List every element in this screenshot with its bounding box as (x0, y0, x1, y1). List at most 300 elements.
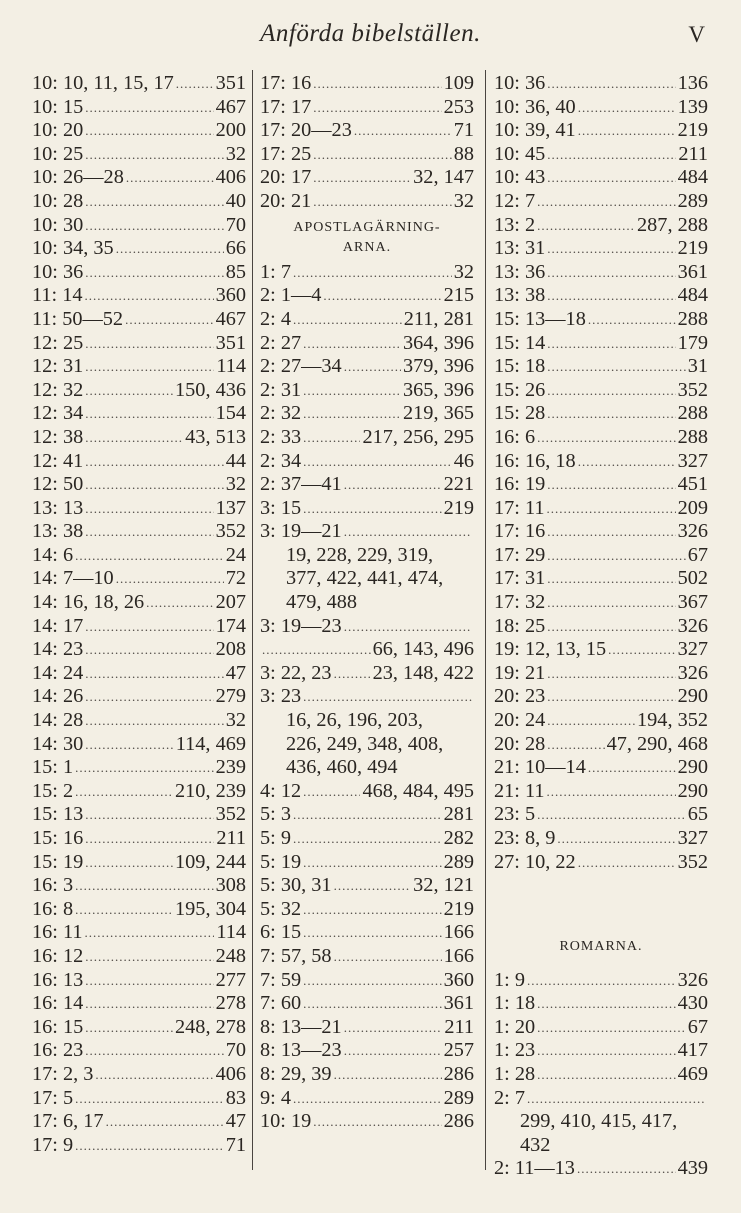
entry-pages: 211 (216, 827, 246, 849)
index-entry (32, 615, 246, 639)
index-entry (494, 1063, 708, 1087)
entry-pages: 361 (443, 992, 474, 1015)
entry-pages: 282 (443, 827, 474, 849)
entry-reference: 12: 32 (32, 378, 84, 401)
dot-leader (547, 402, 675, 426)
entry-pages: 32, 121 (413, 874, 474, 897)
entry-pages: 71 (225, 1133, 246, 1156)
entry-reference: 12: 25 (32, 331, 84, 354)
index-entry (494, 119, 708, 143)
entry-reference: 1: 18 (494, 992, 536, 1015)
index-entry (494, 284, 708, 308)
index-entry (494, 638, 708, 662)
index-entry (494, 1087, 708, 1111)
dot-leader (85, 1039, 223, 1063)
entry-reference: 2: 1—4 (260, 284, 322, 307)
entry-reference: 17: 20—23 (260, 119, 352, 142)
index-entry (32, 237, 246, 261)
dot-leader (85, 615, 213, 639)
dot-leader (578, 119, 676, 143)
entry-reference: 2: 27 (260, 331, 302, 354)
index-entry (260, 332, 474, 356)
index-entry (32, 567, 246, 591)
entry-pages: 166 (443, 921, 474, 944)
dot-leader (95, 1063, 213, 1087)
entry-pages: 406 (215, 166, 246, 189)
entry-reference: 12: 7 (494, 189, 536, 212)
entry-reference: 2: 31 (260, 378, 302, 401)
index-entry (32, 426, 246, 450)
entry-pages: 40 (225, 189, 246, 212)
dot-leader (547, 497, 676, 521)
index-entry (494, 190, 708, 214)
entry-reference: 20: 17 (260, 166, 312, 189)
index-entry (260, 119, 474, 143)
dot-leader (313, 96, 441, 120)
dot-leader (85, 402, 213, 426)
entry-pages: 352 (215, 803, 246, 826)
index-entry (32, 1039, 246, 1063)
entry-pages: 360 (443, 968, 474, 991)
index-entry (494, 1016, 708, 1040)
index-entry (494, 567, 708, 591)
entry-pages: 200 (215, 119, 246, 142)
dot-leader (334, 874, 412, 898)
dot-leader (85, 969, 213, 993)
entry-reference: 13: 38 (494, 284, 546, 307)
entry-reference: 12: 50 (32, 473, 84, 496)
entry-reference: 15: 2 (32, 779, 74, 802)
section-heading-line: ARNA. (342, 239, 392, 255)
dot-leader (293, 1087, 442, 1111)
entry-reference: 19: 12, 13, 15 (494, 638, 607, 661)
entry-pages: 209 (677, 496, 708, 519)
index-entry (260, 851, 474, 875)
page-number: V (688, 22, 705, 47)
entry-reference: 15: 1 (32, 756, 74, 779)
entry-reference: 10: 28 (32, 189, 84, 212)
dot-leader (303, 969, 441, 993)
entry-continuation: 436, 460, 494 (286, 756, 398, 779)
entry-reference: 14: 17 (32, 614, 84, 637)
dot-leader (547, 284, 675, 308)
dot-leader (334, 945, 442, 969)
entry-pages: 286 (443, 1062, 474, 1085)
index-entry (260, 426, 474, 450)
dot-leader (334, 662, 371, 686)
index-entry (494, 450, 708, 474)
entry-pages: 361 (677, 260, 708, 283)
dot-leader (537, 992, 675, 1016)
index-entry (494, 544, 708, 568)
entry-reference: 17: 29 (494, 543, 546, 566)
dot-leader (262, 638, 371, 662)
entry-pages: 24 (225, 543, 246, 566)
entry-reference: 2: 34 (260, 449, 302, 472)
entry-reference: 3: 23 (260, 685, 302, 708)
entry-pages: 253 (443, 95, 474, 118)
dot-leader (313, 190, 451, 214)
entry-reference: 1: 28 (494, 1062, 536, 1085)
index-entry (494, 1157, 708, 1181)
entry-pages: 290 (677, 756, 708, 779)
entry-reference: 2: 27—34 (260, 355, 342, 378)
dot-leader (527, 1087, 706, 1111)
dot-leader (85, 332, 213, 356)
dot-leader (75, 874, 213, 898)
entry-pages: 208 (215, 638, 246, 661)
index-entry (32, 827, 246, 851)
entry-reference: 13: 2 (494, 213, 536, 236)
entry-reference: 20: 28 (494, 732, 546, 755)
entry-reference: 5: 19 (260, 850, 302, 873)
entry-pages: 44 (225, 449, 246, 472)
index-entry (32, 1110, 246, 1134)
dot-leader (293, 261, 452, 285)
index-entry (260, 945, 474, 969)
entry-reference: 3: 15 (260, 496, 302, 519)
dot-leader (75, 544, 224, 568)
index-entry (260, 450, 474, 474)
index-entry (32, 709, 246, 733)
dot-leader (344, 1016, 443, 1040)
dot-leader (537, 803, 686, 827)
entry-reference: 10: 20 (32, 119, 84, 142)
entry-reference: 17: 9 (32, 1133, 74, 1156)
entry-reference: 9: 4 (260, 1086, 291, 1109)
entry-pages: 379, 396 (403, 355, 474, 378)
entry-pages: 70 (225, 213, 246, 236)
dot-leader (334, 1063, 442, 1087)
dot-leader (303, 921, 441, 945)
dot-leader (85, 96, 213, 120)
entry-reference: 16: 12 (32, 944, 84, 967)
index-entry (494, 827, 708, 851)
index-entry (494, 1039, 708, 1063)
entry-pages: 43, 513 (185, 425, 246, 448)
entry-pages: 281 (443, 803, 474, 826)
entry-pages: 278 (215, 992, 246, 1015)
entry-reference: 14: 28 (32, 709, 84, 732)
entry-reference: 12: 31 (32, 355, 84, 378)
section-heading-apostlagarningarna (260, 214, 474, 261)
entry-pages: 71 (453, 119, 474, 142)
entry-reference: 10: 36 (32, 260, 84, 283)
entry-pages: 219 (443, 496, 474, 519)
entry-reference: 2: 33 (260, 425, 302, 448)
dot-leader (547, 591, 675, 615)
index-entry (494, 685, 708, 709)
entry-reference: 15: 16 (32, 827, 84, 849)
dot-leader (85, 851, 173, 875)
entry-pages: 364, 396 (403, 331, 474, 354)
index-entry (32, 166, 246, 190)
entry-pages: 32 (225, 142, 246, 165)
dot-leader (537, 426, 675, 450)
dot-leader (313, 166, 411, 190)
entry-reference: 2: 32 (260, 402, 302, 425)
dot-leader (344, 473, 442, 497)
dot-leader (547, 237, 675, 261)
entry-reference: 10: 19 (260, 1110, 312, 1133)
entry-pages: 406 (215, 1062, 246, 1085)
entry-pages: 150, 436 (175, 378, 246, 401)
index-entry (494, 497, 708, 521)
index-entry (32, 72, 246, 96)
entry-pages: 221 (443, 473, 474, 496)
entry-pages: 174 (215, 614, 246, 637)
entry-reference: 1: 9 (494, 968, 525, 991)
entry-reference: 15: 14 (494, 331, 546, 354)
dot-leader (354, 119, 452, 143)
entry-reference: 2: 11—13 (494, 1157, 575, 1180)
entry-reference: 10: 43 (494, 166, 546, 189)
entry-pages: 290 (677, 685, 708, 708)
entry-pages: 72 (225, 567, 246, 590)
dot-leader (303, 426, 360, 450)
index-entry (32, 874, 246, 898)
index-entry (260, 1110, 474, 1134)
entry-pages: 219 (443, 897, 474, 920)
dot-leader (85, 921, 215, 945)
index-entry (260, 638, 474, 662)
dot-leader (85, 119, 213, 143)
entry-reference: 15: 26 (494, 378, 546, 401)
index-entry (260, 166, 474, 190)
entry-pages: 326 (677, 661, 708, 684)
entry-pages: 326 (677, 614, 708, 637)
entry-reference: 20: 23 (494, 685, 546, 708)
index-entry (494, 402, 708, 426)
index-entry (260, 969, 474, 993)
entry-pages: 326 (677, 968, 708, 991)
entry-reference: 17: 11 (494, 496, 545, 519)
entry-reference: 5: 32 (260, 897, 302, 920)
dot-leader (293, 803, 442, 827)
index-entry (494, 308, 708, 332)
entry-reference: 7: 57, 58 (260, 944, 332, 967)
entry-pages: 211 (444, 1015, 474, 1038)
dot-leader (75, 1134, 224, 1158)
entry-reference: 17: 16 (494, 520, 546, 543)
dot-leader (547, 473, 675, 497)
entry-pages: 257 (443, 1039, 474, 1062)
index-entry (32, 214, 246, 238)
dot-leader (547, 662, 675, 686)
entry-pages: 47, 290, 468 (606, 732, 708, 755)
dot-leader (293, 827, 442, 851)
entry-pages: 468, 484, 495 (362, 779, 474, 802)
entry-reference: 14: 7—10 (32, 567, 114, 590)
dot-leader (116, 567, 224, 591)
index-entry (32, 591, 246, 615)
dot-leader (547, 520, 675, 544)
entry-pages: 248 (215, 944, 246, 967)
entry-pages: 288 (677, 307, 708, 330)
entry-pages: 219 (677, 237, 708, 260)
index-entry (260, 1063, 474, 1087)
dot-leader (303, 898, 441, 922)
entry-pages: 85 (225, 260, 246, 283)
entry-pages: 32, 147 (413, 166, 474, 189)
entry-reference: 16: 14 (32, 992, 84, 1015)
index-entry (32, 1087, 246, 1111)
dot-leader (547, 72, 675, 96)
entry-reference: 16: 19 (494, 473, 546, 496)
index-entry (32, 756, 246, 780)
dot-leader (608, 638, 675, 662)
entry-pages: 31 (687, 355, 708, 378)
entry-reference: 5: 3 (260, 803, 291, 826)
entry-pages: 467 (215, 307, 246, 330)
dot-leader (588, 756, 676, 780)
index-entry (260, 520, 474, 544)
dot-leader (75, 1087, 224, 1111)
entry-reference: 10: 39, 41 (494, 119, 576, 142)
index-entry (494, 426, 708, 450)
index-entry (260, 898, 474, 922)
entry-pages: 289 (443, 1086, 474, 1109)
entry-reference: 16: 8 (32, 897, 74, 920)
entry-pages: 210, 239 (175, 779, 246, 802)
index-entry (260, 355, 474, 379)
index-entry (260, 1087, 474, 1111)
index-entry (32, 851, 246, 875)
entry-continuation: 479, 488 (286, 591, 357, 614)
entry-reference: 11: 50—52 (32, 307, 124, 330)
dot-leader (125, 308, 214, 332)
index-entry (494, 851, 708, 875)
index-entry (32, 308, 246, 332)
entry-reference: 5: 9 (260, 827, 291, 849)
index-entry (494, 261, 708, 285)
entry-pages: 248, 278 (175, 1015, 246, 1038)
section-heading-romarna: ROMARNA. (559, 939, 643, 955)
entry-pages: 207 (215, 591, 246, 614)
section-heading-line: APOSTLAGÄRNING- (293, 219, 441, 235)
entry-pages: 67 (687, 1015, 708, 1038)
entry-pages: 66 (225, 237, 246, 260)
entry-reference: 14: 26 (32, 685, 84, 708)
dot-leader (85, 827, 214, 851)
index-entry (260, 921, 474, 945)
entry-reference: 17: 31 (494, 567, 546, 590)
entry-reference: 1: 7 (260, 260, 291, 283)
entry-reference: 10: 25 (32, 142, 84, 165)
entry-pages: 239 (215, 756, 246, 779)
entry-reference: 2: 7 (494, 1086, 525, 1109)
dot-leader (313, 143, 451, 167)
dot-leader (537, 190, 675, 214)
index-entry (260, 662, 474, 686)
entry-reference: 17: 25 (260, 142, 312, 165)
entry-pages: 484 (677, 166, 708, 189)
entry-reference: 10: 26—28 (32, 166, 124, 189)
entry-reference: 16: 16, 18 (494, 449, 576, 472)
entry-continuation: 432 (520, 1133, 551, 1156)
entry-pages: 217, 256, 295 (362, 425, 474, 448)
entry-pages: 32 (225, 709, 246, 732)
entry-pages: 215 (443, 284, 474, 307)
entry-reference: 7: 59 (260, 968, 302, 991)
index-entry (494, 96, 708, 120)
entry-pages: 23, 148, 422 (372, 661, 474, 684)
entry-reference: 15: 13 (32, 803, 84, 826)
entry-pages: 32 (453, 260, 474, 283)
index-entry (32, 520, 246, 544)
dot-leader (344, 520, 472, 544)
entry-continuation: 299, 410, 415, 417, (520, 1110, 678, 1133)
index-entry (494, 332, 708, 356)
section-spacer (494, 874, 708, 933)
index-entry (260, 284, 474, 308)
entry-reference: 1: 20 (494, 1015, 536, 1038)
index-entry (260, 615, 474, 639)
dot-leader (85, 214, 223, 238)
dot-leader (85, 662, 223, 686)
entry-reference: 15: 19 (32, 850, 84, 873)
index-entry (32, 332, 246, 356)
entry-pages: 351 (215, 331, 246, 354)
entry-reference: 1: 23 (494, 1039, 536, 1062)
dot-leader (85, 284, 214, 308)
index-entry (32, 662, 246, 686)
entry-reference: 16: 15 (32, 1015, 84, 1038)
dot-leader (303, 332, 401, 356)
index-entry (32, 119, 246, 143)
dot-leader (578, 450, 676, 474)
entry-pages: 277 (215, 968, 246, 991)
entry-reference: 12: 34 (32, 402, 84, 425)
index-entry (32, 473, 246, 497)
index-entry (32, 733, 246, 757)
entry-reference: 14: 30 (32, 732, 84, 755)
index-entry (494, 520, 708, 544)
dot-leader (303, 992, 441, 1016)
index-entry (260, 874, 474, 898)
dot-leader (303, 450, 452, 474)
dot-leader (85, 709, 223, 733)
entry-continuation: 226, 249, 348, 408, (286, 732, 444, 755)
index-column-2 (260, 72, 474, 1134)
dot-leader (293, 308, 402, 332)
entry-reference: 14: 16, 18, 26 (32, 591, 145, 614)
entry-pages: 439 (677, 1157, 708, 1180)
index-entry (260, 1039, 474, 1063)
entry-reference: 14: 23 (32, 638, 84, 661)
entry-pages: 32 (453, 189, 474, 212)
entry-pages: 114 (216, 355, 246, 378)
dot-leader (126, 166, 214, 190)
dot-leader (303, 851, 441, 875)
index-entry (494, 756, 708, 780)
entry-continuation: 16, 26, 196, 203, (286, 709, 423, 732)
index-entry (32, 638, 246, 662)
dot-leader (323, 284, 441, 308)
index-entry (260, 96, 474, 120)
entry-reference: 23: 8, 9 (494, 827, 556, 849)
index-entry (32, 190, 246, 214)
dot-leader (85, 638, 213, 662)
index-entry (494, 214, 708, 238)
entry-pages: 484 (677, 284, 708, 307)
entry-reference: 6: 15 (260, 921, 302, 944)
running-title: Anförda bibelställen. (260, 20, 481, 47)
dot-leader (146, 591, 213, 615)
index-entry (494, 591, 708, 615)
index-entry (32, 921, 246, 945)
dot-leader (85, 945, 213, 969)
